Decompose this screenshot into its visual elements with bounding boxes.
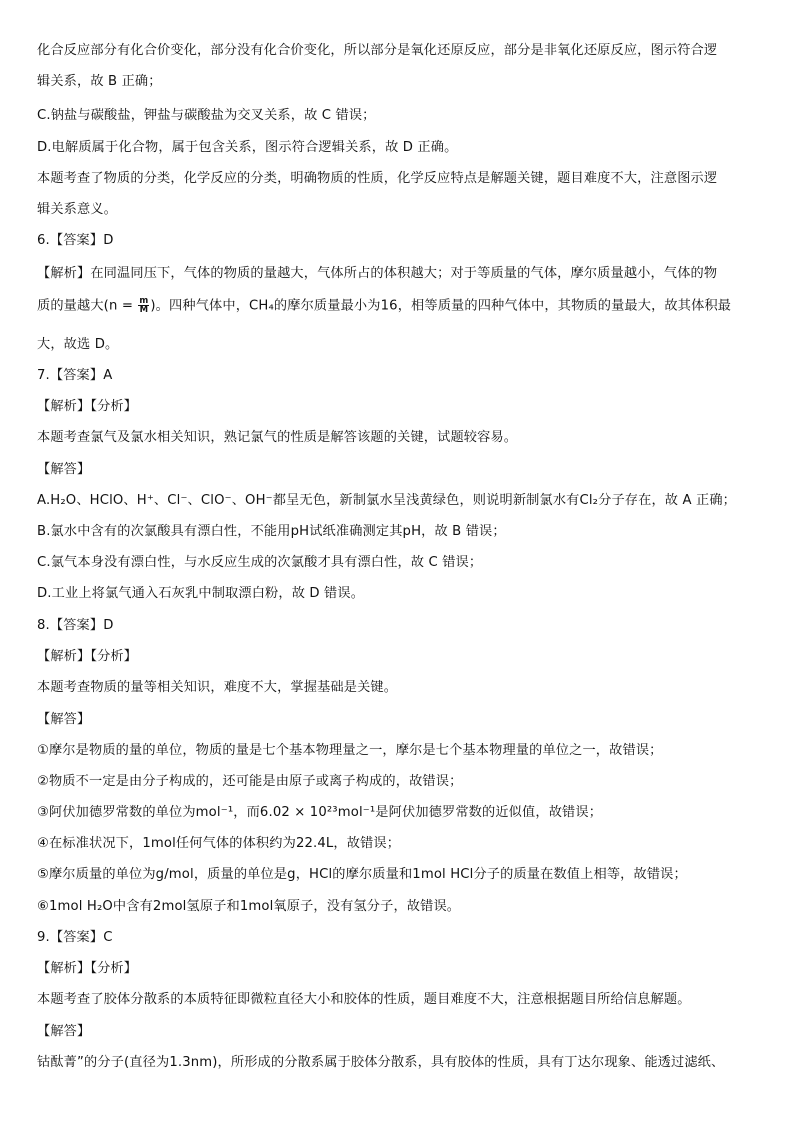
text-line: B.氯水中含有的次氯酸具有漂白性，不能用pH试纸准确测定其pH，故 B 错误；	[37, 524, 506, 539]
answer-heading-9: 9.【答案】C	[37, 930, 113, 945]
text-line: ①摩尔是物质的量的单位，物质的量是七个基本物理量之一，摩尔是七个基本物理量的单位之一，故错误；	[37, 743, 663, 758]
text-line: 【解答】	[37, 462, 91, 477]
text-line: D.工业上将氯气通入石灰乳中制取漂白粉，故 D 错误。	[37, 586, 365, 601]
fraction-m-over-M	[138, 297, 149, 314]
text-line: ③阿伏加德罗常数的单位为mol⁻¹，而6.02 × 10²³mol⁻¹是阿伏加德罗常数的近似值，故错误；	[37, 805, 603, 820]
text-line: ⑥1mol H₂O中含有2mol氢原子和1mol氧原子，没有氢分子，故错误。	[37, 899, 461, 914]
text-line: 【解析】【分析】	[37, 399, 138, 414]
text-line: 本题考查氯气及氯水相关知识，熟记氯气的性质是解答该题的关键，试题较容易。	[37, 430, 518, 445]
text-line: 【解析】【分析】	[37, 961, 138, 976]
fraction-denominator: M	[139, 305, 149, 315]
text-line: ⑤摩尔质量的单位为g/mol，质量的单位是g，HCl的摩尔质量和1mol HCl分子的质量在数值上相等，故错误；	[37, 867, 687, 882]
text-line: 化合反应部分有化合价变化，部分没有化合价变化，所以部分是氧化还原反应，部分是非氧化还原反应，图示符合逻	[37, 43, 718, 58]
text-line: 【解析】【分析】	[37, 649, 138, 664]
fraction-numerator: m	[139, 296, 149, 306]
text-line: 【解析】在同温同压下，气体的物质的量越大，气体所占的体积越大；对于等质量的气体，摩尔质量越小，气体的物	[37, 266, 718, 281]
text-line: ②物质不一定是由分子构成的，还可能是由原子或离子构成的，故错误；	[37, 774, 463, 789]
text-line: 【解答】	[37, 712, 91, 727]
answer-heading-7: 7.【答案】A	[37, 368, 113, 383]
text-line: D.电解质属于化合物，属于包含关系，图示符合逻辑关系，故 D 正确。	[37, 140, 458, 155]
text-line: 钴酞菁”的分子(直径为1.3nm)，所形成的分散系属于胶体分散系，具有胶体的性质，具有丁达尔现象、能透过滤纸、	[37, 1055, 725, 1070]
answer-heading-6: 6.【答案】D	[37, 233, 114, 248]
answer-heading-8: 8.【答案】D	[37, 618, 114, 633]
text-line: 【解答】	[37, 1024, 91, 1039]
text-segment: 质的量越大(n =	[37, 298, 138, 314]
text-line: 本题考查了物质的分类，化学反应的分类，明确物质的性质，化学反应特点是解题关键，题目难度不大，注意图示逻	[37, 171, 718, 186]
text-line: 本题考查物质的量等相关知识，难度不大，掌握基础是关键。	[37, 680, 398, 695]
text-line: A.H₂O、HClO、H⁺、Cl⁻、ClO⁻、OH⁻都呈无色，新制氯水呈浅黄绿色，则说明新制氯水有Cl₂分子存在，故 A 正确；	[37, 493, 737, 508]
text-line: 辑关系，故 B 正确；	[37, 74, 162, 89]
text-line: C.氯气本身没有漂白性，与水反应生成的次氯酸才具有漂白性，故 C 错误；	[37, 555, 483, 570]
text-segment: )。四种气体中，CH₄的摩尔质量最小为16，相等质量的四种气体中，其物质的量最大，故其体积最	[150, 298, 732, 314]
text-line: 辑关系意义。	[37, 202, 118, 217]
text-line: 大，故选 D。	[37, 337, 119, 352]
text-line: ④在标准状况下，1mol任何气体的体积约为22.4L，故错误；	[37, 836, 401, 851]
text-line: C.钠盐与碳酸盐，钾盐与碳酸盐为交叉关系，故 C 错误；	[37, 108, 376, 123]
text-line: 本题考查了胶体分散系的本质特征即微粒直径大小和胶体的性质，题目难度不大，注意根据题目所给信息解题。	[37, 992, 691, 1007]
text-line-with-fraction	[37, 297, 758, 316]
